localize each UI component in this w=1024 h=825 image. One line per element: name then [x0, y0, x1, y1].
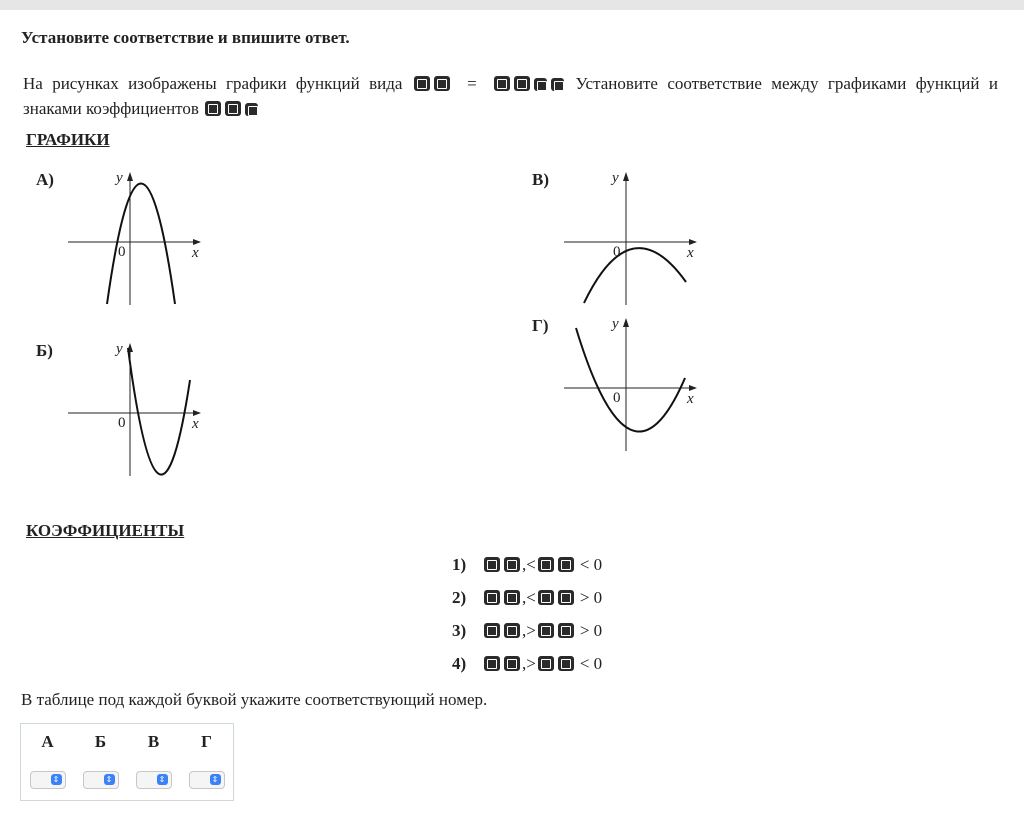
broken-formula-image [504, 557, 520, 572]
coefficient-condition: < 0 [579, 555, 603, 574]
broken-formula-image [484, 557, 500, 572]
problem-text-line2: знаками коэффициентов [23, 99, 199, 118]
graph-v-letter: В) [532, 170, 549, 189]
answer-cell-a [21, 760, 75, 801]
origin-label: 0 [118, 244, 126, 260]
y-axis-arrow [623, 318, 629, 327]
coefficient-number: 3) [452, 621, 467, 640]
broken-formula-image [558, 557, 574, 572]
broken-formula-image [551, 78, 564, 91]
problem-statement [23, 71, 998, 121]
answer-select-g[interactable] [189, 771, 225, 789]
graph-b-letter: Б) [36, 341, 53, 360]
broken-formula-image [205, 101, 221, 116]
broken-formula-image [504, 656, 520, 671]
answer-table-row [21, 760, 234, 801]
coefficient-number: 4) [452, 654, 467, 673]
broken-formula-image [538, 623, 554, 638]
select-chevron-icon: ⇕ [51, 774, 62, 785]
answer-cell-v [127, 760, 180, 801]
answer-table-header [21, 724, 234, 761]
broken-formula-image [484, 656, 500, 671]
broken-formula-image [494, 76, 510, 91]
coefficient-condition: < 0 [579, 654, 603, 673]
select-chevron-icon: ⇕ [157, 774, 168, 785]
broken-formula-image [225, 101, 241, 116]
broken-formula-image [558, 590, 574, 605]
origin-label: 0 [613, 390, 621, 406]
graph-a-letter: А) [36, 170, 54, 189]
problem-line-2 [23, 96, 998, 121]
x-axis-label: x [687, 391, 694, 407]
answer-cell-b [74, 760, 127, 801]
origin-label: 0 [613, 244, 621, 260]
broken-formula-image [484, 623, 500, 638]
answer-header-b: Б [94, 732, 107, 751]
graph-a [60, 165, 210, 310]
broken-formula-image [538, 557, 554, 572]
broken-formula-image [245, 103, 258, 116]
answer-select-v[interactable] [136, 771, 172, 789]
problem-line-1 [23, 71, 998, 96]
graph-g [556, 311, 706, 456]
coefficient-separator: ,< [522, 555, 536, 574]
coefficient-option [452, 620, 602, 642]
select-chevron-icon: ⇕ [104, 774, 115, 785]
x-axis-label: x [687, 245, 694, 261]
graphs-section-title: ГРАФИКИ [26, 130, 110, 149]
broken-formula-image [538, 656, 554, 671]
coefficient-condition: > 0 [579, 588, 603, 607]
coefficient-option [452, 653, 602, 675]
select-chevron-icon: ⇕ [210, 774, 221, 785]
answer-header-a: А [41, 732, 54, 751]
coefficient-number: 2) [452, 588, 467, 607]
origin-label: 0 [118, 415, 126, 431]
y-axis-arrow [623, 172, 629, 181]
x-axis-label: x [192, 245, 199, 261]
broken-formula-image [484, 590, 500, 605]
y-axis-label: y [116, 170, 123, 186]
answer-select-a[interactable] [30, 771, 66, 789]
answer-table [20, 723, 234, 801]
parabola-g [576, 328, 685, 432]
y-axis-label: y [612, 316, 619, 332]
answer-select-b[interactable] [83, 771, 119, 789]
x-axis-label: x [192, 416, 199, 432]
y-axis-label: y [116, 341, 123, 357]
coefficient-option [452, 554, 602, 576]
answer-cell-g [180, 760, 234, 801]
coefficient-number: 1) [452, 555, 467, 574]
y-axis-label: y [612, 170, 619, 186]
broken-formula-image [434, 76, 450, 91]
broken-formula-image [534, 78, 547, 91]
coefficient-separator: ,> [522, 654, 536, 673]
coefficient-option [452, 587, 602, 609]
parabola-b [128, 348, 190, 475]
task-instruction: Установите соответствие и впишите ответ. [21, 28, 350, 47]
problem-text-start: На рисунках изображены графики функций вида [23, 74, 403, 93]
y-axis-arrow [127, 172, 133, 181]
table-instruction: В таблице под каждой буквой укажите соответствующий номер. [21, 690, 488, 709]
graph-g-letter: Г) [532, 316, 549, 335]
broken-formula-image [504, 590, 520, 605]
equals-sign: = [467, 74, 477, 93]
parabola-v [584, 248, 686, 303]
broken-formula-image [514, 76, 530, 91]
broken-formula-image [504, 623, 520, 638]
graph-v [556, 165, 706, 310]
coefficients-section-title: КОЭФФИЦИЕНТЫ [26, 521, 185, 540]
coefficient-condition: > 0 [579, 621, 603, 640]
answer-header-v: В [147, 732, 160, 751]
answer-header-g: Г [201, 732, 212, 751]
broken-formula-image [538, 590, 554, 605]
top-bar [0, 0, 1024, 10]
broken-formula-image [558, 623, 574, 638]
coefficient-separator: ,< [522, 588, 536, 607]
broken-formula-image [414, 76, 430, 91]
graph-b [60, 336, 210, 481]
coefficient-separator: ,> [522, 621, 536, 640]
broken-formula-image [558, 656, 574, 671]
problem-text-end: Установите соответствие между графиками функций и [575, 74, 998, 93]
